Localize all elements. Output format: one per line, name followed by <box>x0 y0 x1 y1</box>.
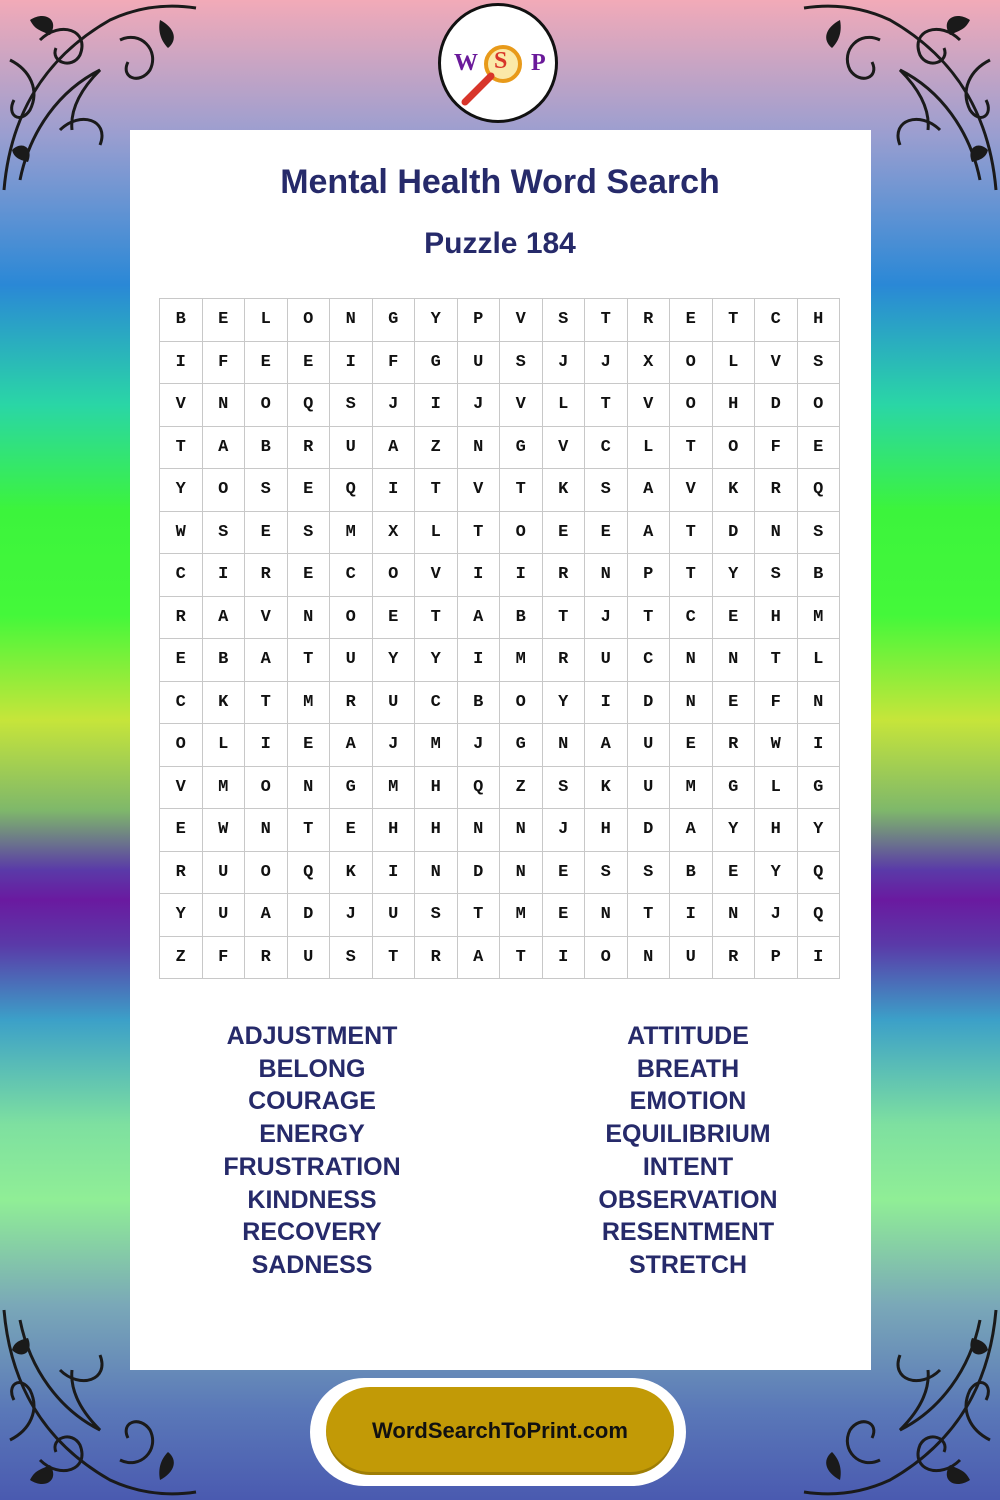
word-item: KINDNESS <box>247 1185 377 1214</box>
grid-cell[interactable]: E <box>288 342 331 385</box>
grid-cell[interactable]: D <box>628 809 671 852</box>
grid-cell[interactable]: N <box>713 639 756 682</box>
grid-cell[interactable]: Y <box>713 554 756 597</box>
grid-cell[interactable]: R <box>543 639 586 682</box>
grid-cell[interactable]: G <box>330 767 373 810</box>
grid-cell[interactable]: T <box>415 469 458 512</box>
grid-cell[interactable]: D <box>755 384 798 427</box>
grid-cell[interactable]: E <box>288 724 331 767</box>
grid-cell[interactable]: T <box>373 937 416 980</box>
grid-cell[interactable]: A <box>373 427 416 470</box>
grid-cell[interactable]: H <box>755 809 798 852</box>
grid-cell[interactable]: H <box>798 299 841 342</box>
grid-cell[interactable]: E <box>670 299 713 342</box>
grid-cell[interactable]: T <box>500 937 543 980</box>
grid-cell[interactable]: E <box>543 852 586 895</box>
grid-cell[interactable]: V <box>670 469 713 512</box>
grid-cell[interactable]: E <box>160 639 203 682</box>
grid-cell[interactable]: E <box>713 682 756 725</box>
word-item: COURAGE <box>248 1087 376 1116</box>
grid-cell[interactable]: G <box>500 427 543 470</box>
grid-cell[interactable]: P <box>628 554 671 597</box>
grid-cell[interactable]: Y <box>373 639 416 682</box>
grid-cell[interactable]: N <box>415 852 458 895</box>
grid-cell[interactable]: T <box>288 639 331 682</box>
grid-cell[interactable]: R <box>288 427 331 470</box>
grid-cell[interactable]: Q <box>288 384 331 427</box>
grid-cell[interactable]: U <box>585 639 628 682</box>
grid-cell[interactable]: S <box>543 299 586 342</box>
grid-cell[interactable]: U <box>458 342 501 385</box>
grid-cell[interactable]: U <box>628 767 671 810</box>
grid-cell[interactable]: G <box>798 767 841 810</box>
grid-cell[interactable]: N <box>585 554 628 597</box>
grid-cell[interactable]: O <box>373 554 416 597</box>
grid-cell[interactable]: E <box>373 597 416 640</box>
grid-cell[interactable]: O <box>330 597 373 640</box>
grid-cell[interactable]: Y <box>160 894 203 937</box>
grid-cell[interactable]: R <box>160 597 203 640</box>
grid-cell[interactable]: J <box>543 809 586 852</box>
grid-cell[interactable]: M <box>288 682 331 725</box>
grid-cell[interactable]: N <box>543 724 586 767</box>
grid-cell[interactable]: N <box>458 427 501 470</box>
grid-cell[interactable]: T <box>415 597 458 640</box>
grid-cell[interactable]: T <box>458 894 501 937</box>
grid-cell[interactable]: Z <box>500 767 543 810</box>
grid-cell[interactable]: V <box>755 342 798 385</box>
grid-cell[interactable]: A <box>245 894 288 937</box>
grid-cell[interactable]: W <box>755 724 798 767</box>
grid-cell[interactable]: S <box>798 342 841 385</box>
grid-cell[interactable]: N <box>288 767 331 810</box>
word-item: ATTITUDE <box>627 1022 749 1050</box>
grid-cell[interactable]: R <box>713 724 756 767</box>
grid-cell[interactable]: L <box>713 342 756 385</box>
grid-cell[interactable]: N <box>798 682 841 725</box>
grid-cell[interactable]: O <box>500 512 543 555</box>
grid-cell[interactable]: M <box>798 597 841 640</box>
grid-cell[interactable]: N <box>713 894 756 937</box>
grid-cell[interactable]: P <box>458 299 501 342</box>
grid-cell[interactable]: I <box>415 384 458 427</box>
word-item: ADJUSTMENT <box>226 1022 398 1050</box>
grid-cell[interactable]: S <box>585 852 628 895</box>
grid-cell[interactable]: R <box>755 469 798 512</box>
puzzle-number: Puzzle 184 <box>424 227 576 260</box>
grid-cell[interactable]: V <box>500 384 543 427</box>
grid-cell[interactable]: D <box>458 852 501 895</box>
grid-cell[interactable]: J <box>543 342 586 385</box>
grid-cell[interactable]: C <box>755 299 798 342</box>
grid-cell[interactable]: M <box>500 639 543 682</box>
grid-cell[interactable]: X <box>373 512 416 555</box>
grid-cell[interactable]: O <box>670 342 713 385</box>
grid-cell[interactable]: I <box>160 342 203 385</box>
grid-cell[interactable]: A <box>628 512 671 555</box>
grid-cell[interactable]: G <box>500 724 543 767</box>
grid-cell[interactable]: Z <box>160 937 203 980</box>
grid-cell[interactable]: I <box>458 554 501 597</box>
grid-cell[interactable]: A <box>203 427 246 470</box>
grid-cell[interactable]: V <box>543 427 586 470</box>
grid-cell[interactable]: O <box>245 852 288 895</box>
grid-cell[interactable]: Q <box>458 767 501 810</box>
word-item: ENERGY <box>259 1120 365 1149</box>
grid-cell[interactable]: E <box>245 512 288 555</box>
grid-cell[interactable]: N <box>458 809 501 852</box>
word-list-right <box>538 1020 838 1282</box>
grid-cell[interactable]: E <box>713 852 756 895</box>
grid-cell[interactable]: N <box>670 682 713 725</box>
grid-cell[interactable]: Q <box>798 894 841 937</box>
grid-cell[interactable]: V <box>628 384 671 427</box>
grid-cell[interactable]: M <box>500 894 543 937</box>
grid-cell[interactable]: A <box>330 724 373 767</box>
grid-cell[interactable]: N <box>628 937 671 980</box>
grid-cell[interactable]: N <box>500 809 543 852</box>
word-list-left <box>162 1020 462 1282</box>
grid-cell[interactable]: L <box>415 512 458 555</box>
grid-cell[interactable]: E <box>713 597 756 640</box>
grid-cell[interactable]: N <box>585 894 628 937</box>
word-item: OBSERVATION <box>598 1185 778 1214</box>
grid-cell[interactable]: M <box>415 724 458 767</box>
grid-cell[interactable]: J <box>373 384 416 427</box>
grid-cell[interactable]: S <box>203 512 246 555</box>
grid-cell[interactable]: T <box>670 427 713 470</box>
grid-cell[interactable]: E <box>245 342 288 385</box>
grid-cell[interactable]: R <box>415 937 458 980</box>
grid-cell[interactable]: U <box>330 427 373 470</box>
grid-cell[interactable]: B <box>160 299 203 342</box>
grid-cell[interactable]: J <box>458 724 501 767</box>
grid-cell[interactable]: S <box>543 767 586 810</box>
grid-cell[interactable]: L <box>628 427 671 470</box>
grid-cell[interactable]: A <box>458 597 501 640</box>
grid-cell[interactable]: U <box>288 937 331 980</box>
grid-cell[interactable]: F <box>203 937 246 980</box>
grid-cell[interactable]: H <box>415 809 458 852</box>
grid-cell[interactable]: K <box>585 767 628 810</box>
grid-cell[interactable]: T <box>458 512 501 555</box>
grid-cell[interactable]: N <box>670 639 713 682</box>
grid-cell[interactable]: I <box>798 724 841 767</box>
grid-cell[interactable]: J <box>585 342 628 385</box>
word-item: EQUILIBRIUM <box>605 1120 771 1149</box>
grid-cell[interactable]: T <box>245 682 288 725</box>
page-title: Mental Health Word Search <box>280 163 720 201</box>
grid-cell[interactable]: C <box>628 639 671 682</box>
grid-cell[interactable]: I <box>373 469 416 512</box>
word-item: RECOVERY <box>242 1218 382 1247</box>
grid-cell[interactable]: S <box>330 937 373 980</box>
grid-cell[interactable]: F <box>373 342 416 385</box>
grid-cell[interactable]: O <box>288 299 331 342</box>
grid-cell[interactable]: U <box>670 937 713 980</box>
grid-cell[interactable]: Q <box>330 469 373 512</box>
grid-cell[interactable]: J <box>330 894 373 937</box>
grid-cell[interactable]: L <box>755 767 798 810</box>
grid-cell[interactable]: O <box>585 937 628 980</box>
grid-cell[interactable]: D <box>713 512 756 555</box>
grid-cell[interactable]: I <box>670 894 713 937</box>
grid-cell[interactable]: N <box>245 809 288 852</box>
grid-cell[interactable]: D <box>628 682 671 725</box>
grid-cell[interactable]: V <box>245 597 288 640</box>
grid-cell[interactable]: I <box>798 937 841 980</box>
grid-cell[interactable]: E <box>330 809 373 852</box>
grid-cell[interactable]: C <box>670 597 713 640</box>
grid-cell[interactable]: R <box>543 554 586 597</box>
grid-cell[interactable]: V <box>415 554 458 597</box>
grid-cell[interactable]: I <box>203 554 246 597</box>
grid-cell[interactable]: H <box>585 809 628 852</box>
grid-cell[interactable]: S <box>798 512 841 555</box>
grid-cell[interactable]: O <box>245 767 288 810</box>
grid-cell[interactable]: T <box>713 299 756 342</box>
letter-grid[interactable] <box>159 298 840 979</box>
grid-cell[interactable]: V <box>458 469 501 512</box>
grid-cell[interactable]: T <box>160 427 203 470</box>
grid-cell[interactable]: C <box>585 427 628 470</box>
grid-cell[interactable]: D <box>288 894 331 937</box>
grid-cell[interactable]: K <box>203 682 246 725</box>
grid-cell[interactable]: C <box>330 554 373 597</box>
grid-cell[interactable]: W <box>203 809 246 852</box>
grid-cell[interactable]: A <box>628 469 671 512</box>
word-item: SADNESS <box>251 1250 373 1279</box>
grid-cell[interactable]: T <box>628 597 671 640</box>
grid-cell[interactable]: V <box>500 299 543 342</box>
word-item: INTENT <box>642 1152 734 1181</box>
grid-cell[interactable]: M <box>203 767 246 810</box>
word-item: BREATH <box>636 1054 740 1083</box>
grid-cell[interactable]: I <box>585 682 628 725</box>
grid-cell[interactable]: H <box>713 384 756 427</box>
grid-cell[interactable]: G <box>373 299 416 342</box>
grid-cell[interactable]: S <box>500 342 543 385</box>
grid-cell[interactable]: B <box>798 554 841 597</box>
grid-cell[interactable]: N <box>288 597 331 640</box>
grid-cell[interactable]: Y <box>415 639 458 682</box>
grid-cell[interactable]: B <box>670 852 713 895</box>
grid-cell[interactable]: N <box>500 852 543 895</box>
grid-cell[interactable]: F <box>755 427 798 470</box>
grid-cell[interactable]: C <box>415 682 458 725</box>
grid-cell[interactable]: K <box>330 852 373 895</box>
grid-cell[interactable]: Z <box>415 427 458 470</box>
grid-cell[interactable]: I <box>458 639 501 682</box>
grid-cell[interactable]: B <box>500 597 543 640</box>
grid-cell[interactable]: V <box>160 384 203 427</box>
grid-cell[interactable]: L <box>245 299 288 342</box>
grid-cell[interactable]: H <box>373 809 416 852</box>
grid-cell[interactable]: L <box>203 724 246 767</box>
grid-cell[interactable]: Q <box>798 469 841 512</box>
grid-cell[interactable]: M <box>670 767 713 810</box>
grid-cell[interactable]: F <box>755 682 798 725</box>
grid-cell[interactable]: C <box>160 554 203 597</box>
grid-cell[interactable]: E <box>288 554 331 597</box>
word-item: BELONG <box>258 1054 366 1083</box>
grid-cell[interactable]: S <box>330 384 373 427</box>
grid-cell[interactable]: E <box>585 512 628 555</box>
word-item: EMOTION <box>629 1087 747 1116</box>
grid-cell[interactable]: T <box>500 469 543 512</box>
grid-cell[interactable]: I <box>500 554 543 597</box>
grid-cell[interactable]: O <box>203 469 246 512</box>
grid-cell[interactable]: R <box>245 937 288 980</box>
grid-cell[interactable]: T <box>288 809 331 852</box>
grid-cell[interactable]: O <box>670 384 713 427</box>
grid-cell[interactable]: O <box>245 384 288 427</box>
grid-cell[interactable]: U <box>373 682 416 725</box>
grid-cell[interactable]: N <box>330 299 373 342</box>
grid-cell[interactable]: J <box>585 597 628 640</box>
grid-cell[interactable]: A <box>203 597 246 640</box>
grid-cell[interactable]: B <box>458 682 501 725</box>
grid-cell[interactable]: O <box>160 724 203 767</box>
grid-cell[interactable]: H <box>755 597 798 640</box>
grid-cell[interactable]: P <box>755 937 798 980</box>
grid-cell[interactable]: E <box>288 469 331 512</box>
grid-cell[interactable]: T <box>585 384 628 427</box>
grid-cell[interactable]: N <box>755 512 798 555</box>
grid-cell[interactable]: S <box>245 469 288 512</box>
grid-cell[interactable]: E <box>543 512 586 555</box>
word-item: STRETCH <box>628 1250 748 1279</box>
grid-cell[interactable]: J <box>458 384 501 427</box>
grid-cell[interactable]: R <box>628 299 671 342</box>
grid-cell[interactable]: U <box>203 852 246 895</box>
grid-cell[interactable]: J <box>373 724 416 767</box>
grid-cell[interactable]: I <box>373 852 416 895</box>
grid-cell[interactable]: M <box>373 767 416 810</box>
grid-cell[interactable]: U <box>330 639 373 682</box>
grid-cell[interactable]: U <box>628 724 671 767</box>
word-item: FRUSTRATION <box>223 1152 401 1181</box>
grid-cell[interactable]: E <box>203 299 246 342</box>
grid-cell[interactable]: V <box>160 767 203 810</box>
site-link-button[interactable]: WordSearchToPrint.com <box>326 1387 674 1475</box>
grid-cell[interactable]: T <box>628 894 671 937</box>
grid-cell[interactable]: R <box>160 852 203 895</box>
grid-cell[interactable]: F <box>203 342 246 385</box>
grid-cell[interactable]: Y <box>755 852 798 895</box>
grid-cell[interactable]: N <box>203 384 246 427</box>
grid-cell[interactable]: G <box>713 767 756 810</box>
grid-cell[interactable]: U <box>373 894 416 937</box>
grid-cell[interactable]: G <box>415 342 458 385</box>
grid-cell[interactable]: E <box>543 894 586 937</box>
grid-cell[interactable]: Q <box>798 852 841 895</box>
grid-cell[interactable]: T <box>755 639 798 682</box>
grid-cell[interactable]: X <box>628 342 671 385</box>
grid-cell[interactable]: U <box>203 894 246 937</box>
grid-cell[interactable]: S <box>628 852 671 895</box>
grid-cell[interactable]: H <box>415 767 458 810</box>
grid-cell[interactable]: S <box>288 512 331 555</box>
grid-cell[interactable]: A <box>245 639 288 682</box>
grid-cell[interactable]: L <box>543 384 586 427</box>
grid-cell[interactable]: W <box>160 512 203 555</box>
grid-cell[interactable]: T <box>543 597 586 640</box>
grid-cell[interactable]: J <box>755 894 798 937</box>
grid-cell[interactable]: E <box>670 724 713 767</box>
grid-cell[interactable]: C <box>160 682 203 725</box>
logo-letter-w: W <box>454 50 478 76</box>
logo-letter-s: S <box>494 48 508 74</box>
grid-cell[interactable]: Y <box>713 809 756 852</box>
grid-cell[interactable]: S <box>415 894 458 937</box>
grid-cell[interactable]: Q <box>288 852 331 895</box>
grid-cell[interactable]: A <box>585 724 628 767</box>
grid-cell[interactable]: M <box>330 512 373 555</box>
grid-cell[interactable]: Y <box>543 682 586 725</box>
grid-cell[interactable]: E <box>798 427 841 470</box>
grid-cell[interactable]: I <box>543 937 586 980</box>
grid-cell[interactable]: A <box>458 937 501 980</box>
grid-cell[interactable]: Y <box>798 809 841 852</box>
grid-cell[interactable]: Y <box>160 469 203 512</box>
grid-cell[interactable]: R <box>245 554 288 597</box>
grid-cell[interactable]: B <box>203 639 246 682</box>
word-item: RESENTMENT <box>601 1218 775 1247</box>
grid-cell[interactable]: O <box>500 682 543 725</box>
grid-cell[interactable]: I <box>330 342 373 385</box>
grid-cell[interactable]: B <box>245 427 288 470</box>
grid-cell[interactable]: T <box>585 299 628 342</box>
grid-cell[interactable]: R <box>713 937 756 980</box>
grid-cell[interactable]: A <box>670 809 713 852</box>
grid-cell[interactable]: T <box>670 554 713 597</box>
grid-cell[interactable]: S <box>585 469 628 512</box>
grid-cell[interactable]: L <box>798 639 841 682</box>
grid-cell[interactable]: R <box>330 682 373 725</box>
logo-letter-p: P <box>531 50 546 76</box>
site-logo[interactable] <box>438 3 558 123</box>
grid-cell[interactable]: T <box>670 512 713 555</box>
grid-cell[interactable]: O <box>713 427 756 470</box>
grid-cell[interactable]: I <box>245 724 288 767</box>
grid-cell[interactable]: Y <box>415 299 458 342</box>
grid-cell[interactable]: O <box>798 384 841 427</box>
grid-cell[interactable]: K <box>543 469 586 512</box>
grid-cell[interactable]: E <box>160 809 203 852</box>
grid-cell[interactable]: S <box>755 554 798 597</box>
grid-cell[interactable]: K <box>713 469 756 512</box>
